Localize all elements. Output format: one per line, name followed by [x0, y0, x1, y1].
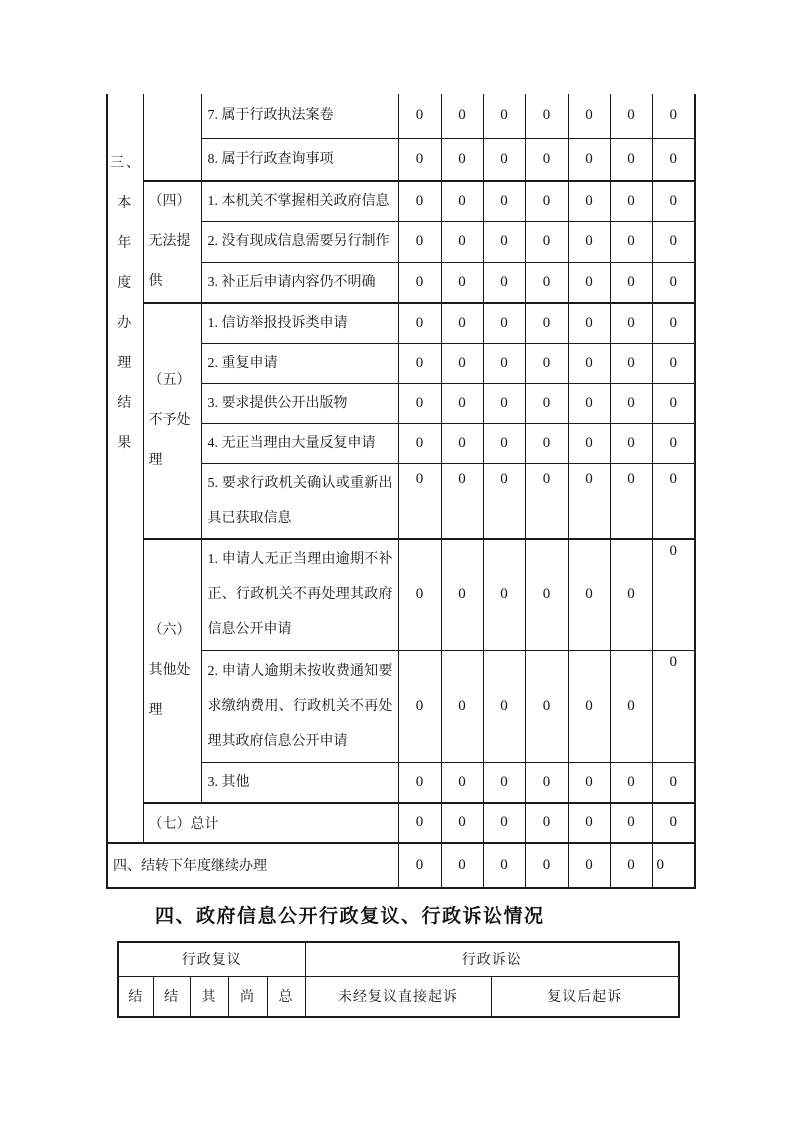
- value-cell: 0: [652, 94, 695, 138]
- table-row: [107, 181, 695, 222]
- value-cell: 0: [483, 464, 525, 540]
- table-row: [107, 539, 695, 650]
- value-cell: 0: [441, 539, 483, 650]
- value-cell: 0: [441, 424, 483, 464]
- value-cell: 0: [652, 222, 695, 262]
- value-cell: 0: [568, 464, 610, 540]
- category-cell-empty: [143, 94, 201, 181]
- value-cell: 0: [568, 384, 610, 424]
- table-row-total: [107, 803, 695, 843]
- table-row-carryover: [107, 843, 695, 888]
- value-cell: 0: [483, 843, 525, 888]
- value-cell: 0: [483, 762, 525, 803]
- item-cell: 1. 信访举报投诉类申请: [201, 303, 398, 344]
- value-cell: 0: [441, 650, 483, 762]
- category-cell: （六）其他处理: [143, 539, 201, 803]
- value-cell: 0: [525, 464, 568, 540]
- value-cell: 0: [610, 138, 652, 181]
- value-cell: 0: [441, 843, 483, 888]
- value-cell: 0: [568, 262, 610, 303]
- item-cell: 3. 补正后申请内容仍不明确: [201, 262, 398, 303]
- value-cell: 0: [610, 843, 652, 888]
- value-cell: 0: [398, 424, 441, 464]
- value-cell: 0: [568, 181, 610, 222]
- category-cell: （五）不予处理: [143, 303, 201, 539]
- value-cell: 0: [441, 803, 483, 843]
- value-cell: 0: [441, 222, 483, 262]
- value-cell: 0: [441, 464, 483, 540]
- value-cell: 0: [525, 650, 568, 762]
- value-cell: 0: [398, 762, 441, 803]
- review-column-header: 尚: [228, 976, 267, 1017]
- value-cell: 0: [483, 803, 525, 843]
- item-cell: 2. 重复申请: [201, 344, 398, 384]
- value-cell: 0: [610, 464, 652, 540]
- value-cell: 0: [398, 843, 441, 888]
- category-cell: （四）无法提供: [143, 181, 201, 303]
- table-row: [118, 976, 679, 1017]
- value-cell: 0: [441, 94, 483, 138]
- value-cell: 0: [610, 803, 652, 843]
- value-cell: 0: [568, 344, 610, 384]
- value-cell: 0: [441, 344, 483, 384]
- value-cell: 0: [525, 539, 568, 650]
- value-cell: 0: [568, 303, 610, 344]
- value-cell: 0: [483, 539, 525, 650]
- value-cell: 0: [652, 803, 695, 843]
- value-cell: 0: [568, 762, 610, 803]
- carryover-label-cell: 四、结转下年度继续办理: [107, 843, 398, 888]
- litigation-column-header: 复议后起诉: [491, 976, 679, 1017]
- value-cell: 0: [525, 94, 568, 138]
- table-row: [107, 303, 695, 344]
- value-cell: 0: [568, 539, 610, 650]
- review-group-header: 行政复议: [118, 942, 305, 976]
- value-cell: 0: [398, 803, 441, 843]
- value-cell: 0: [610, 94, 652, 138]
- review-litigation-table: [117, 941, 680, 1018]
- value-cell: 0: [652, 384, 695, 424]
- value-cell: 0: [568, 138, 610, 181]
- value-cell: 0: [441, 303, 483, 344]
- item-cell: 1. 本机关不掌握相关政府信息: [201, 181, 398, 222]
- value-cell: 0: [652, 181, 695, 222]
- value-cell: 0: [483, 94, 525, 138]
- value-cell: 0: [441, 762, 483, 803]
- value-cell: 0: [398, 344, 441, 384]
- value-cell: 0: [441, 262, 483, 303]
- item-cell: 3. 要求提供公开出版物: [201, 384, 398, 424]
- review-column-header: 总: [267, 976, 305, 1017]
- value-cell: 0: [483, 262, 525, 303]
- item-cell: 5. 要求行政机关确认或重新出具已获取信息: [201, 464, 398, 540]
- value-cell: 0: [441, 384, 483, 424]
- value-cell: 0: [652, 303, 695, 344]
- value-cell: 0: [483, 424, 525, 464]
- value-cell: 0: [652, 464, 695, 540]
- item-cell: 1. 申请人无正当理由逾期不补正、行政机关不再处理其政府信息公开申请: [201, 539, 398, 650]
- value-cell: 0: [398, 650, 441, 762]
- value-cell: 0: [525, 843, 568, 888]
- value-cell: 0: [610, 384, 652, 424]
- value-cell: 0: [610, 424, 652, 464]
- value-cell: 0: [652, 650, 695, 762]
- value-cell: 0: [568, 222, 610, 262]
- value-cell: 0: [525, 384, 568, 424]
- value-cell: 0: [398, 222, 441, 262]
- review-column-header: 结: [153, 976, 190, 1017]
- value-cell: 0: [398, 464, 441, 540]
- item-cell: 8. 属于行政查询事项: [201, 138, 398, 181]
- value-cell: 0: [441, 138, 483, 181]
- value-cell: 0: [610, 539, 652, 650]
- value-cell: 0: [483, 650, 525, 762]
- value-cell: 0: [525, 138, 568, 181]
- row-group-label: 三、本年度办理结果: [107, 94, 143, 843]
- litigation-group-header: 行政诉讼: [305, 942, 679, 976]
- value-cell: 0: [610, 262, 652, 303]
- item-cell: 4. 无正当理由大量反复申请: [201, 424, 398, 464]
- value-cell: 0: [652, 344, 695, 384]
- value-cell: 0: [525, 344, 568, 384]
- value-cell: 0: [568, 94, 610, 138]
- value-cell: 0: [525, 262, 568, 303]
- value-cell: 0: [483, 344, 525, 384]
- value-cell: 0: [398, 94, 441, 138]
- value-cell: 0: [525, 303, 568, 344]
- value-cell: 0: [525, 803, 568, 843]
- item-cell: 2. 申请人逾期未按收费通知要求缴纳费用、行政机关不再处理其政府信息公开申请: [201, 650, 398, 762]
- value-cell: 0: [398, 303, 441, 344]
- value-cell: 0: [525, 181, 568, 222]
- value-cell: 0: [483, 384, 525, 424]
- review-column-header: 结: [118, 976, 153, 1017]
- table-row: [118, 942, 679, 976]
- value-cell: 0: [398, 181, 441, 222]
- value-cell: 0: [525, 222, 568, 262]
- value-cell: 0: [652, 843, 695, 888]
- value-cell: 0: [483, 303, 525, 344]
- value-cell: 0: [652, 762, 695, 803]
- table-row: [107, 94, 695, 138]
- value-cell: 0: [610, 344, 652, 384]
- results-table: [106, 94, 696, 889]
- value-cell: 0: [652, 539, 695, 650]
- litigation-column-header: 未经复议直接起诉: [305, 976, 491, 1017]
- value-cell: 0: [610, 650, 652, 762]
- value-cell: 0: [652, 138, 695, 181]
- value-cell: 0: [398, 384, 441, 424]
- value-cell: 0: [525, 762, 568, 803]
- value-cell: 0: [610, 762, 652, 803]
- value-cell: 0: [568, 803, 610, 843]
- value-cell: 0: [568, 424, 610, 464]
- value-cell: 0: [610, 181, 652, 222]
- value-cell: 0: [398, 138, 441, 181]
- value-cell: 0: [398, 262, 441, 303]
- item-cell: 7. 属于行政执法案卷: [201, 94, 398, 138]
- value-cell: 0: [652, 262, 695, 303]
- item-cell: 3. 其他: [201, 762, 398, 803]
- value-cell: 0: [568, 843, 610, 888]
- review-column-header: 其: [190, 976, 228, 1017]
- item-cell: 2. 没有现成信息需要另行制作: [201, 222, 398, 262]
- total-label-cell: （七）总计: [143, 803, 398, 843]
- value-cell: 0: [483, 138, 525, 181]
- value-cell: 0: [483, 181, 525, 222]
- value-cell: 0: [652, 424, 695, 464]
- value-cell: 0: [525, 424, 568, 464]
- value-cell: 0: [441, 181, 483, 222]
- value-cell: 0: [610, 303, 652, 344]
- section-heading: 四、政府信息公开行政复议、行政诉讼情况: [155, 906, 545, 927]
- value-cell: 0: [568, 650, 610, 762]
- value-cell: 0: [610, 222, 652, 262]
- value-cell: 0: [398, 539, 441, 650]
- value-cell: 0: [483, 222, 525, 262]
